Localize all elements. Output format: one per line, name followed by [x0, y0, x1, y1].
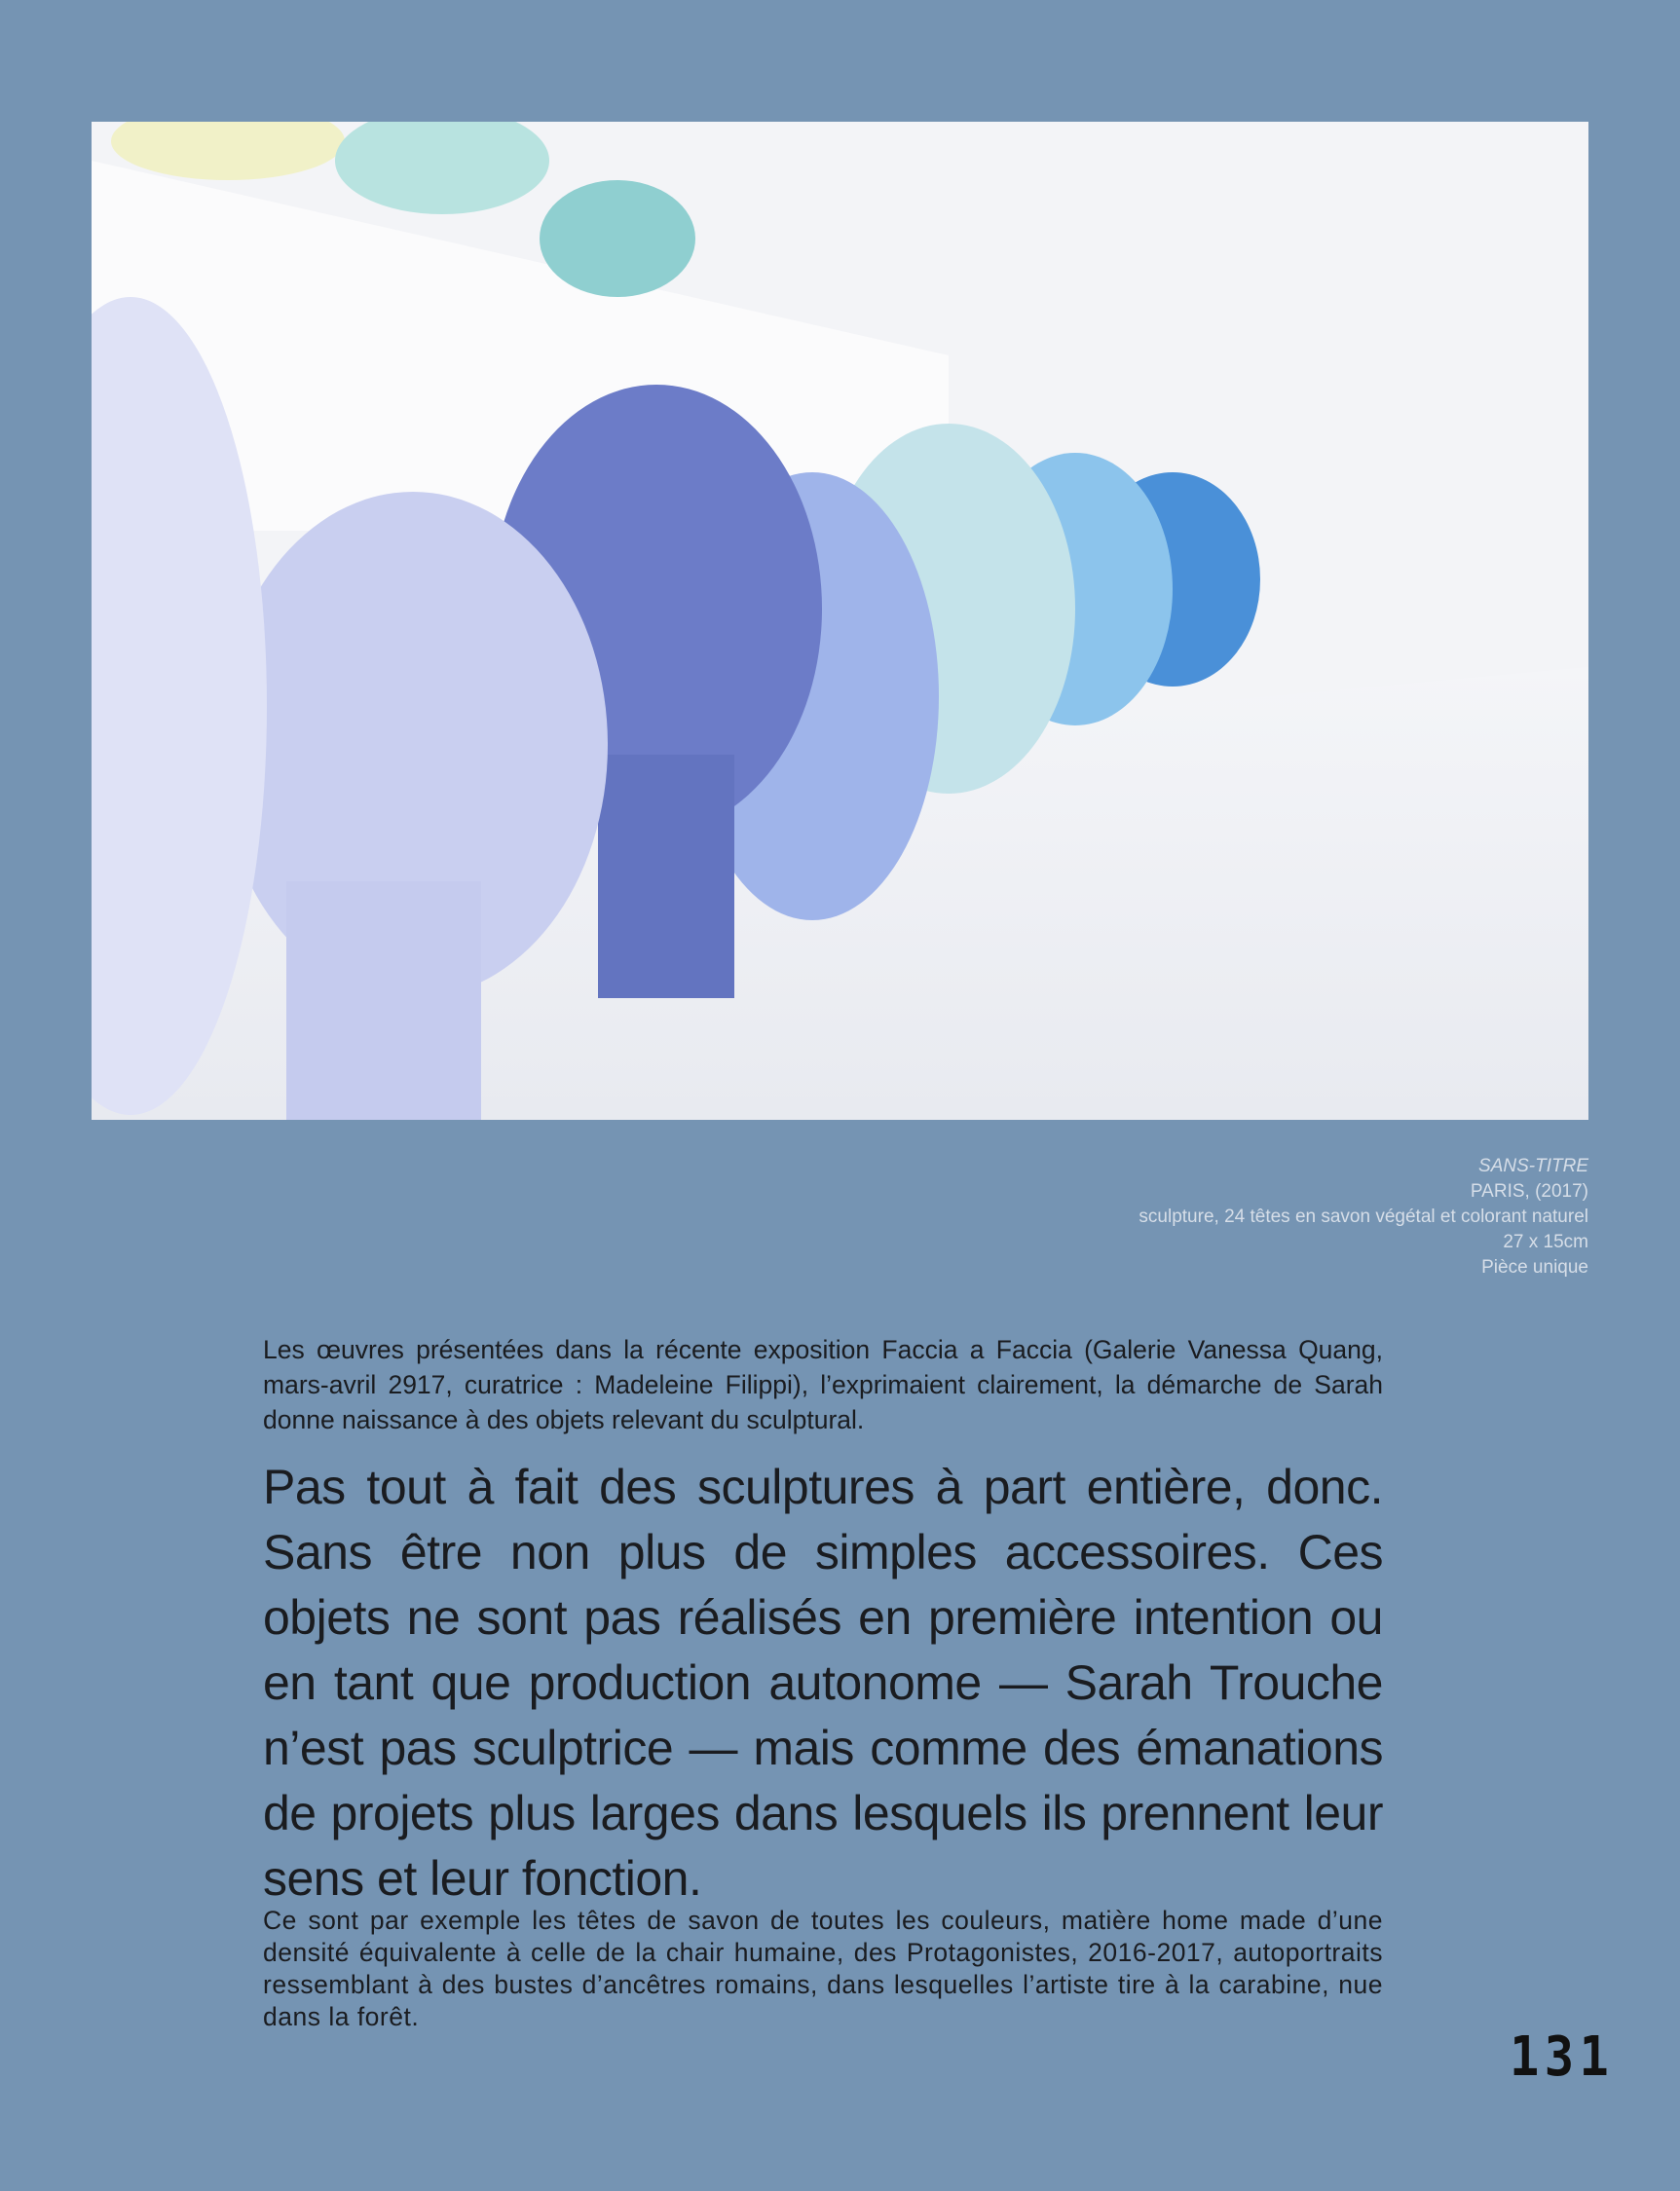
lead-paragraph: Pas tout à fait des sculptures à part entière, donc. Sans être non plus de simples accessoires. Ces objets ne sont pas réalisés en première intention ou en tant que production autonome — Sarah Trouche n’est pas sculptrice — mais comme des émanations de projets plus larges dans lesquels ils prennent leur sens et leur fonction. [263, 1460, 1383, 1906]
intro-paragraph: Les œuvres présentées dans la récente exposition Faccia a Faccia (Galerie Vanessa Quang, mars-avril 2917, curatrice : Madeleine Filippi), l’exprimaient clairement, la démarche de Sarah donne naissance à des objets relevant du sculptural. [263, 1335, 1383, 1434]
closing-paragraph: Ce sont par exemple les têtes de savon de toutes les couleurs, matière home made d’une densité équivalente à celle de la chair humaine, des Protagonistes, 2016-2017, autoportraits ressemblant à des bustes d’ancêtres romains, dans lesquelles l’artiste tire à la carabine, nue dans la forêt. [263, 1906, 1383, 2031]
caption-dimensions: 27 x 15cm [1503, 1232, 1588, 1252]
caption-medium: sculpture, 24 têtes en savon végétal et colorant naturel [1139, 1207, 1588, 1227]
artwork-photo-soap-heads [92, 122, 1588, 1120]
caption-title: SANS-TITRE [1478, 1156, 1588, 1176]
artwork-caption [1139, 1154, 1588, 1281]
caption-place-date: PARIS, (2017) [1470, 1181, 1588, 1202]
page-number: 131 [1509, 2025, 1615, 2089]
caption-edition: Pièce unique [1481, 1257, 1588, 1278]
